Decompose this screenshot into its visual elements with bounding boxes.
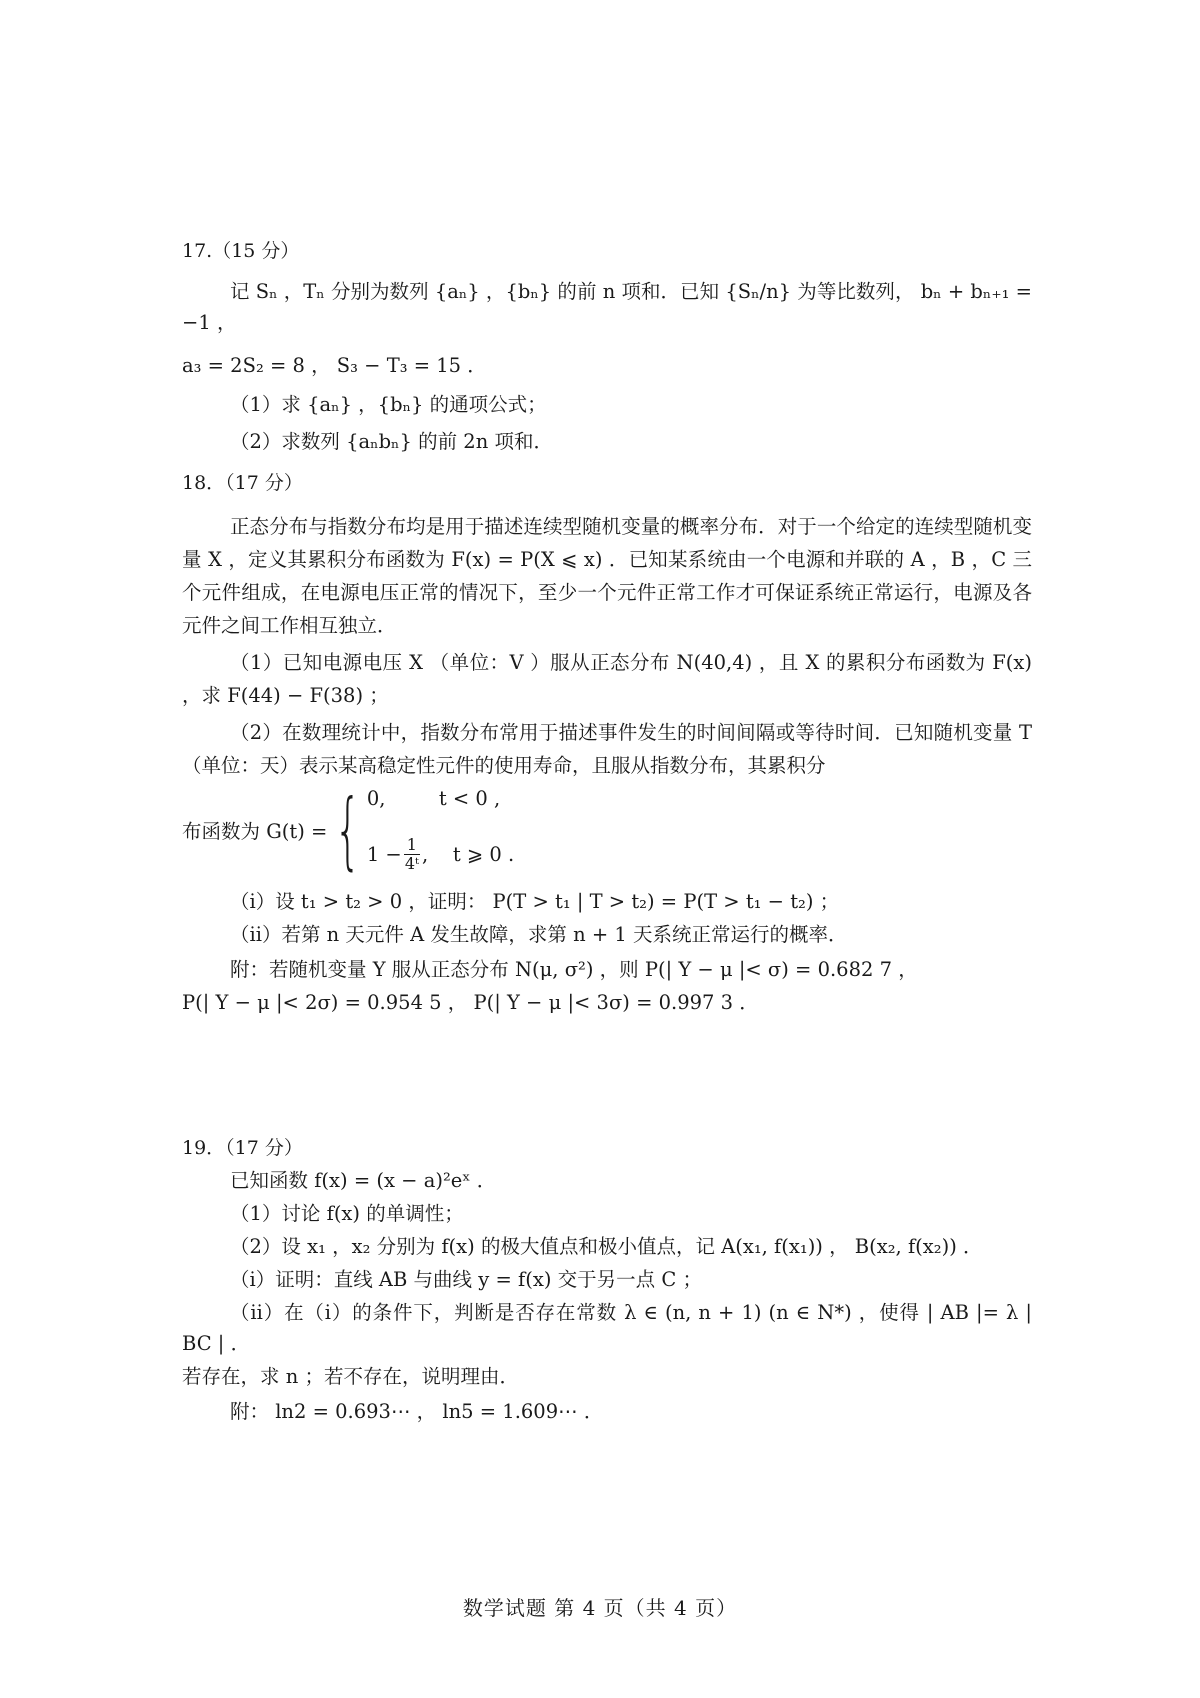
piecewise-case-1: [367, 787, 514, 810]
problem-19-question-2-i: （i）证明：直线 AB 与曲线 y = f(x) 交于另一点 C ；: [230, 1268, 702, 1291]
problem-18-question-2-ii: （ii）若第 n 天元件 A 发生故障，求第 n + 1 天系统正常运行的概率．: [230, 923, 848, 946]
case-2-fraction: [404, 836, 420, 873]
problem-17-header: 17.（15 分）: [182, 240, 300, 262]
piecewise-function-G: [182, 782, 1032, 878]
problem-17: [182, 238, 1032, 457]
problem-18-note-1: 附：若随机变量 Y 服从正态分布 N(μ, σ²) ，则 P(| Y − μ |< σ) = 0.682 7 ，: [230, 958, 918, 981]
problem-18-intro: 正态分布与指数分布均是用于描述连续型随机变量的概率分布．对于一个给定的连续型随机变量 X ，定义其累积分布函数为 F(x) = P(X ⩽ x) ．已知某系统由一个电源和并联的 A ，B ，C 三个元件组成，在电源电压正常的情况下，至少一个元件正常工作才可保证系统正常运行，电源及各元件之间工作相互独立．: [182, 515, 1032, 637]
problem-19-intro: 已知函数 f(x) = (x − a)²eˣ ．: [230, 1169, 497, 1192]
case-2-value: [367, 836, 439, 873]
problem-19-question-1: （1）讨论 f(x) 的单调性；: [230, 1202, 464, 1225]
piecewise-case-2: [367, 836, 514, 873]
problem-18-question-2-i: （i）设 t₁ > t₂ > 0 ，证明： P(T > t₁ | T > t₂) = P(T > t₁ − t₂) ；: [230, 890, 840, 913]
problem-19-question-2-ii: （ii）在（i）的条件下，判断是否存在常数 λ ∈ (n, n + 1) (n ∈ N*) ，使得 | AB |= λ | BC | ．: [182, 1301, 1032, 1355]
problem-17-conditions: a₃ = 2S₂ = 8 ， S₃ − T₃ = 15 ．: [182, 354, 487, 377]
problem-19: [182, 1135, 1032, 1427]
problem-17-question-2: （2）求数列 {aₙbₙ} 的前 2n 项和．: [230, 430, 553, 453]
problem-19-header: 19．（17 分）: [182, 1137, 303, 1159]
piecewise-cases: [367, 787, 514, 873]
case-2-condition: t ⩾ 0 .: [452, 843, 515, 866]
problem-18-question-1: （1）已知电源电压 X （单位：V ）服从正态分布 N(40,4) ，且 X 的累积分布函数为 F(x) ，求 F(44) − F(38) ；: [182, 651, 1032, 707]
case-1-value: 0,: [366, 787, 386, 810]
problem-17-intro: 记 Sₙ ，Tₙ 分别为数列 {aₙ} ，{bₙ} 的前 n 项和．已知 {Sₙ/n} 为等比数列， bₙ + bₙ₊₁ = −1 ，: [182, 280, 1032, 334]
problem-18-note-2: P(| Y − μ |< 2σ) = 0.954 5 ， P(| Y − μ |< 3σ) = 0.997 3 ．: [182, 991, 759, 1014]
piecewise-label: 布函数为 G(t) =: [182, 820, 328, 843]
case-1-condition: t < 0 ,: [438, 787, 501, 810]
problem-19-question-2: （2）设 x₁ ，x₂ 分别为 f(x) 的极大值点和极小值点，记 A(x₁, f(x₁)) ， B(x₂, f(x₂)) ．: [230, 1235, 983, 1258]
left-brace-icon: {: [334, 781, 362, 879]
case-2-prefix: 1 −: [366, 843, 402, 866]
problem-19-note: 附： ln2 = 0.693⋯ ， ln5 = 1.609⋯ ．: [230, 1400, 604, 1423]
problem-18-question-2: （2）在数理统计中，指数分布常用于描述事件发生的时间间隔或等待时间．已知随机变量 T （单位：天）表示某高稳定性元件的使用寿命，且服从指数分布，其累积分: [182, 721, 1032, 777]
problem-19-question-2-ii-cont: 若存在，求 n ；若不存在，说明理由．: [182, 1365, 519, 1388]
problem-18: [182, 470, 1032, 1018]
fraction-numerator: 1: [404, 836, 420, 855]
problem-18-header: 18．（17 分）: [182, 472, 303, 494]
fraction-denominator: 4ᵗ: [404, 854, 419, 873]
problem-17-question-1: （1）求 {aₙ} ，{bₙ} 的通项公式；: [230, 393, 547, 416]
case-2-comma: ,: [421, 843, 429, 866]
page-footer: 数学试题 第 4 页（共 4 页）: [462, 1596, 738, 1620]
